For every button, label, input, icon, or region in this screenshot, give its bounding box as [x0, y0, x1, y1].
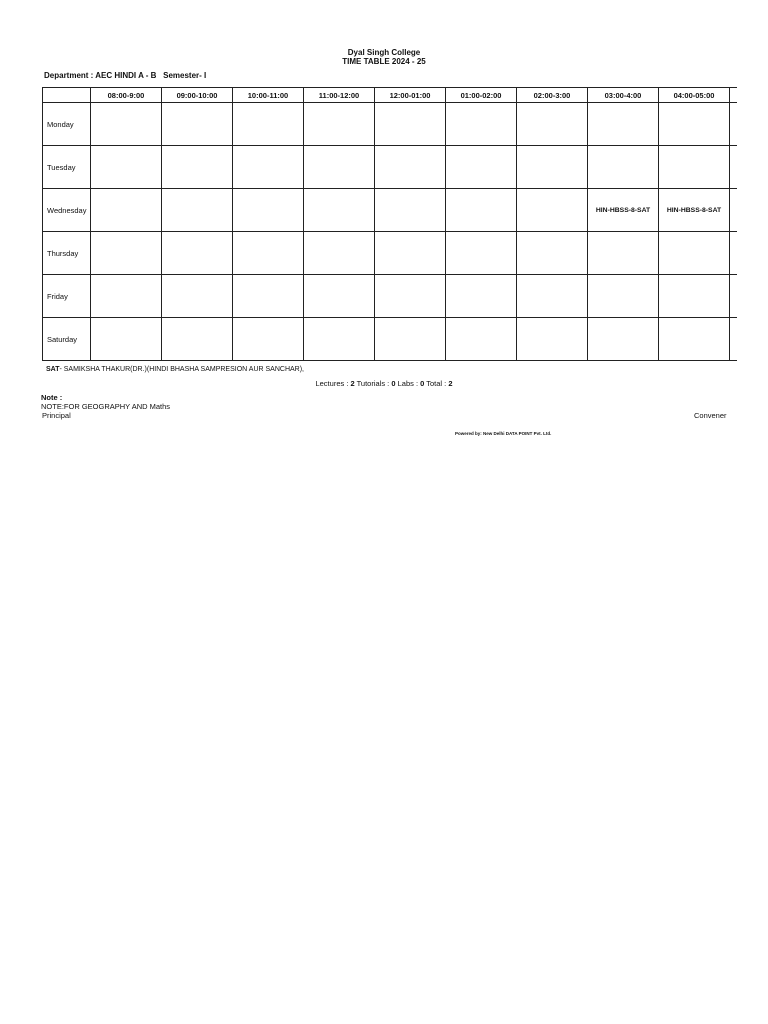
timetable-cell	[517, 275, 588, 318]
timetable-cell	[91, 103, 162, 146]
note-heading: Note :	[41, 393, 63, 402]
timetable-cell	[659, 103, 730, 146]
timetable-cell	[233, 275, 304, 318]
day-row	[43, 318, 737, 361]
time-slot-header: 09:00-10:00	[162, 88, 233, 103]
powered-by: Powered by: New Delhi DATA POINT Pvt. Ltd.	[455, 431, 552, 436]
timetable-cell	[517, 232, 588, 275]
timetable-cell	[91, 318, 162, 361]
time-slot-header: 01:00-02:00	[446, 88, 517, 103]
time-slot-header-row	[43, 88, 737, 103]
timetable-cell	[588, 103, 659, 146]
note-text: NOTE:FOR GEOGRAPHY AND Maths	[41, 402, 171, 411]
corner-cell	[43, 88, 91, 103]
day-row	[43, 232, 737, 275]
timetable-cell	[304, 103, 375, 146]
timetable-cell	[375, 318, 446, 361]
legend-text: - SAMIKSHA THAKUR(DR.)(HINDI BHASHA SAMPRESION AUR SANCHAR),	[59, 366, 305, 373]
timetable-cell	[446, 275, 517, 318]
lectures-label: Lectures :	[315, 379, 351, 388]
timetable-cell	[375, 189, 446, 232]
time-slot-header: 02:00-3:00	[517, 88, 588, 103]
day-row	[43, 275, 737, 318]
labs-label: Labs :	[395, 379, 421, 388]
timetable-cell: HIN-HBSS-8-SAT	[659, 189, 730, 232]
overflow-column-cell	[730, 232, 737, 275]
timetable-cell	[588, 275, 659, 318]
timetable-cell	[233, 318, 304, 361]
timetable-grid	[42, 87, 737, 361]
day-row	[43, 146, 737, 189]
day-label: Saturday	[43, 318, 91, 361]
timetable-cell	[304, 189, 375, 232]
timetable-cell	[162, 318, 233, 361]
timetable-cell	[517, 318, 588, 361]
timetable-cell	[588, 318, 659, 361]
time-slot-header: 12:00-01:00	[375, 88, 446, 103]
day-label: Monday	[43, 103, 91, 146]
timetable-cell	[233, 189, 304, 232]
principal-label: Principal	[42, 411, 71, 420]
time-slot-header: 11:00-12:00	[304, 88, 375, 103]
timetable-cell	[375, 146, 446, 189]
timetable-cell	[162, 103, 233, 146]
total-count: 2	[448, 379, 453, 388]
department-semester: Department : AEC HINDI A - B Semester- I	[44, 71, 207, 80]
timetable-cell	[446, 189, 517, 232]
overflow-column-cell	[730, 318, 737, 361]
load-summary	[0, 379, 768, 388]
timetable-cell	[517, 146, 588, 189]
timetable-cell	[588, 146, 659, 189]
timetable-cell	[375, 232, 446, 275]
timetable-cell	[446, 318, 517, 361]
overflow-column-cell	[730, 88, 737, 103]
lectures-count: 2	[350, 379, 355, 388]
faculty-legend	[46, 366, 304, 373]
timetable-cell	[91, 275, 162, 318]
day-label: Tuesday	[43, 146, 91, 189]
day-row	[43, 103, 737, 146]
day-label: Thursday	[43, 232, 91, 275]
day-label: Wednesday	[43, 189, 91, 232]
timetable-cell	[91, 146, 162, 189]
timetable-cell	[659, 232, 730, 275]
overflow-column-cell	[730, 275, 737, 318]
timetable-cell	[304, 146, 375, 189]
timetable-cell	[233, 103, 304, 146]
time-slot-header: 04:00-05:00	[659, 88, 730, 103]
timetable-cell	[162, 275, 233, 318]
overflow-column-cell	[730, 146, 737, 189]
time-slot-header: 10:00-11:00	[233, 88, 304, 103]
tutorials-label: Tutorials :	[354, 379, 392, 388]
timetable-cell	[304, 318, 375, 361]
timetable-cell	[304, 232, 375, 275]
overflow-column-cell	[730, 189, 737, 232]
timetable-cell	[588, 232, 659, 275]
timetable-cell	[446, 146, 517, 189]
timetable-cell	[233, 146, 304, 189]
legend-code: SAT	[46, 366, 60, 373]
day-row	[43, 189, 737, 232]
convener-label: Convener	[694, 411, 727, 420]
timetable-cell	[375, 103, 446, 146]
tutorials-count: 0	[391, 379, 396, 388]
timetable-cell	[659, 146, 730, 189]
timetable-cell	[446, 232, 517, 275]
timetable-title: TIME TABLE 2024 - 25	[342, 57, 426, 66]
labs-count: 0	[420, 379, 425, 388]
college-name: Dyal Singh College	[347, 48, 421, 57]
timetable-cell	[375, 275, 446, 318]
timetable-cell: HIN-HBSS-8-SAT	[588, 189, 659, 232]
timetable-cell	[517, 103, 588, 146]
time-slot-header: 03:00-4:00	[588, 88, 659, 103]
timetable-cell	[659, 318, 730, 361]
timetable-cell	[91, 189, 162, 232]
timetable-cell	[162, 189, 233, 232]
timetable-cell	[91, 232, 162, 275]
time-slot-header: 08:00-9:00	[91, 88, 162, 103]
timetable-cell	[162, 146, 233, 189]
timetable-cell	[659, 275, 730, 318]
timetable-cell	[446, 103, 517, 146]
day-label: Friday	[43, 275, 91, 318]
timetable-cell	[233, 232, 304, 275]
timetable-cell	[517, 189, 588, 232]
timetable-cell	[304, 275, 375, 318]
total-label: Total :	[424, 379, 449, 388]
overflow-column-cell	[730, 103, 737, 146]
timetable-cell	[162, 232, 233, 275]
